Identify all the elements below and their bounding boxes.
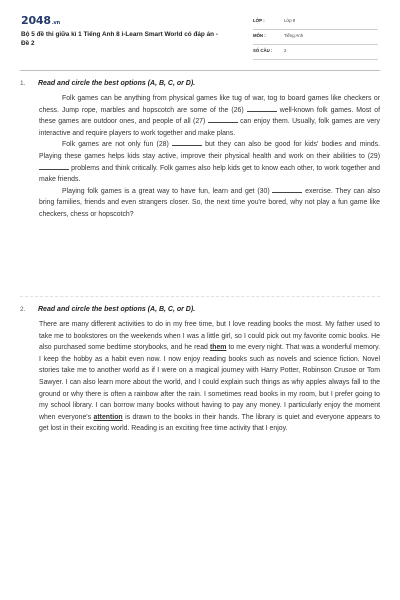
- page-header: [0, 0, 400, 62]
- text-run: Folk games are not only fun (28): [62, 141, 172, 149]
- highlighted-word-them: them: [209, 344, 227, 352]
- passage-paragraph: [39, 319, 380, 435]
- text-run: is drawn to the books in their hands. The library is quiet and everyone appears to get lost in their exciting world. Reading is an exciting free time activity that I enjoy.: [39, 413, 380, 433]
- question-divider: [20, 296, 380, 297]
- meta-value: Lớp 8: [284, 18, 296, 23]
- answer-blank-29: [39, 163, 69, 170]
- question-number: 1.: [20, 80, 26, 87]
- text-run: problems and think critically. Folk games also help kids get to know each other, to work together and make friends.: [39, 164, 380, 184]
- header-divider: [20, 70, 380, 71]
- passage-paragraph: [39, 139, 380, 185]
- text-run: There are many different activities to do in my free time, but I love reading books the most. My father used to take me to bookstores on the weekends when I was a little girl, so I could pick out my favorite comic books. He also purchased some bedtime storybooks, and he read: [39, 321, 380, 352]
- highlighted-word-attention: attention: [93, 413, 123, 421]
- logo-suffix: .vn: [51, 20, 60, 26]
- meta-row-class: [253, 15, 378, 30]
- meta-value: 2: [284, 48, 287, 53]
- meta-label: MÔN :: [253, 33, 266, 38]
- site-logo[interactable]: [21, 14, 60, 27]
- question-number: 2.: [20, 306, 26, 313]
- meta-row-subject: [253, 30, 378, 45]
- question-instruction: Read and circle the best options (A, B, C, or D).: [38, 306, 196, 313]
- text-run: to me every night. That was a wonderful memory. I keep the hobby as a habit even now. I now enjoy reading books such as novels and science fiction. Novel stories take me to another world as if I were on a magical journey with Harry Potter, Robinson Crusoe or Tom Sawyer. I can also learn more about the world, and I could explain such things as why apples always fall to the ground or why there is often a rainbow after the rain. I sometimes read books in my room, but I prefer going to my school library. I can borrow many books without having to pay any money. I particularly enjoy the moment when everyone's: [39, 344, 381, 421]
- text-run: well-known folk games. Most of these games are outdoor ones, and people of all (27): [39, 106, 380, 126]
- meta-info: [253, 15, 378, 60]
- meta-value: Tiếng Anh: [284, 33, 304, 38]
- meta-label: LỚP :: [253, 18, 265, 23]
- question-passage: [39, 319, 380, 435]
- answer-blank-28: [172, 139, 202, 146]
- question-passage: [39, 93, 380, 221]
- document-title: Bộ 5 đề thi giữa kì 1 Tiếng Anh 8 i-Learn Smart World có đáp án - Đề 2: [21, 31, 218, 47]
- logo-text: 2048: [21, 14, 51, 27]
- answer-blank-26: [247, 105, 277, 112]
- answer-blank-30: [272, 186, 302, 193]
- passage-paragraph: [39, 93, 380, 139]
- passage-paragraph: [39, 186, 380, 221]
- meta-row-count: [253, 45, 378, 60]
- text-run: but they can also be good for kids' bodies and minds. Playing these games helps kids stay active, improve their physical health and work on their abilities to (29): [39, 141, 380, 160]
- text-run: Folk games can be anything from physical games like tug of war, tog to board games like checkers or chess. Jump rope, marbles and hopscotch are some of the (26): [39, 95, 380, 114]
- meta-label: SỐ CÂU :: [253, 48, 273, 53]
- text-run: Playing folk games is a great way to have fun, learn and get (30): [62, 187, 273, 195]
- text-run: can enjoy them. Usually, folk games are very interactive and require players to work together and make plans.: [39, 118, 381, 137]
- question-instruction: Read and circle the best options (A, B, C, or D).: [38, 80, 196, 87]
- answer-blank-27: [208, 116, 238, 123]
- text-run: exercise. They can also bring families, friends and even strangers closer. So, the next time you're bored, why not play a fun game like checkers, chess or hopscotch?: [39, 187, 380, 218]
